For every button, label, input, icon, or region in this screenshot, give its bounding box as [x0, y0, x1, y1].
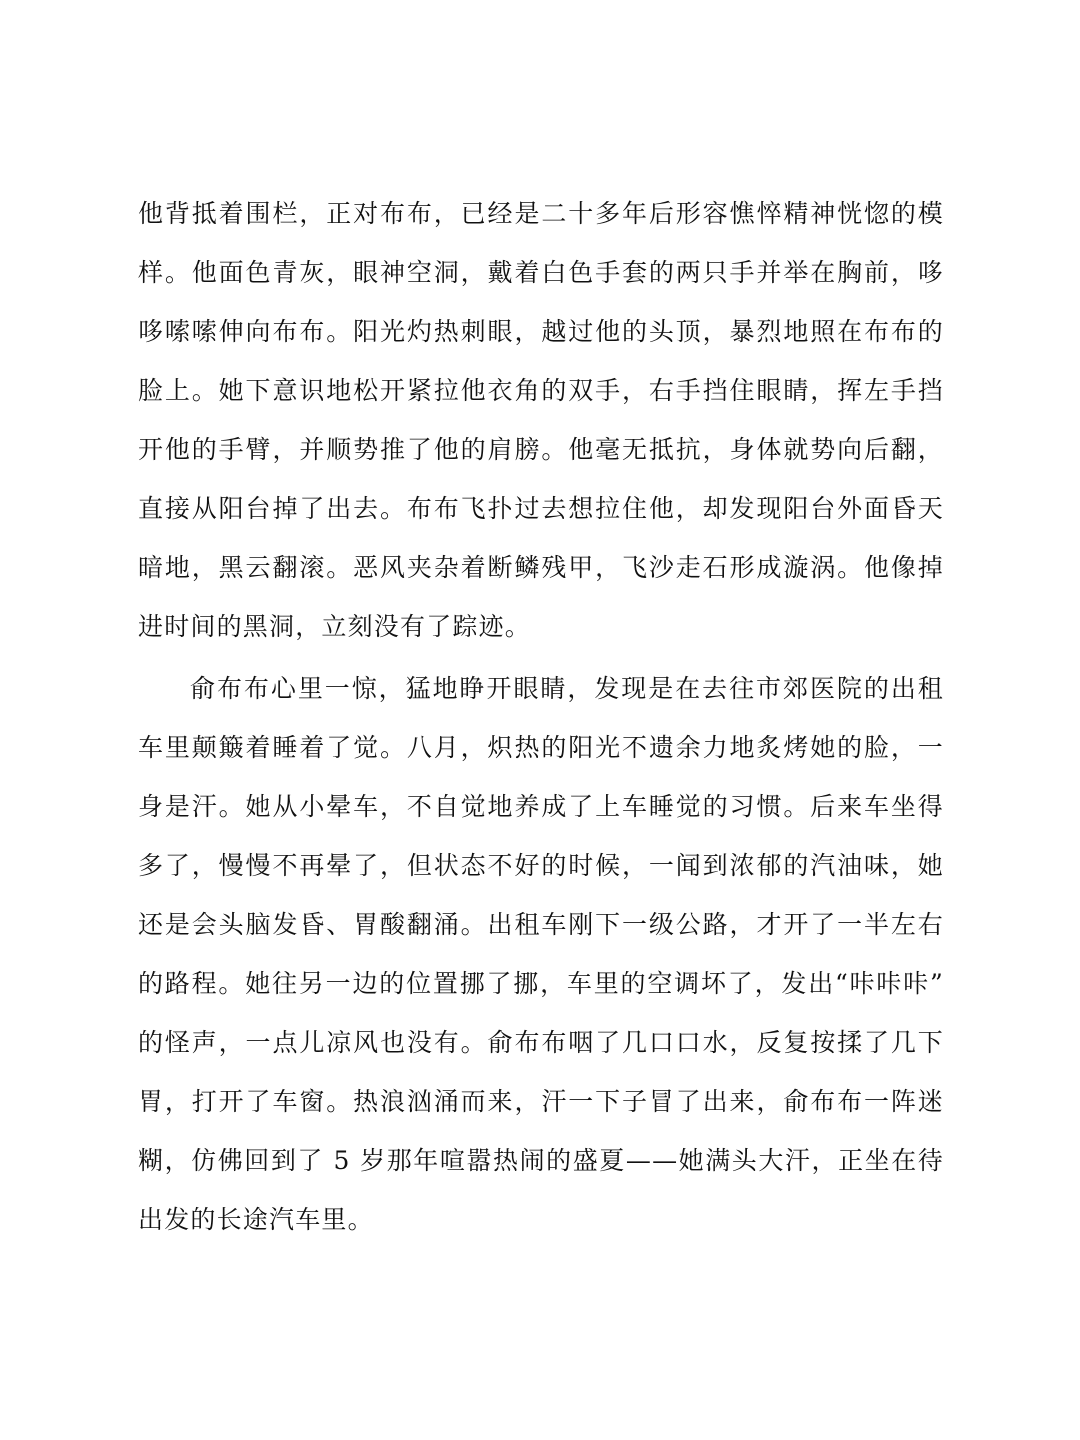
text-line: 哆嗦嗦伸向布布。阳光灼热刺眼，越过他的头顶，暴烈地照在布布的	[138, 317, 944, 346]
text-line: 的路程。她往另一边的位置挪了挪，车里的空调坏了，发出“咔咔咔”	[138, 969, 944, 998]
text-line: 糊，仿佛回到了 5 岁那年喧嚣热闹的盛夏——她满头大汗，正坐在待	[138, 1146, 944, 1175]
text-line: 暗地，黑云翻滚。恶风夹杂着断鳞残甲，飞沙走石形成漩涡。他像掉	[138, 553, 944, 582]
text-line: 出发的长途汽车里。	[138, 1205, 374, 1234]
text-line: 还是会头脑发昏、胃酸翻涌。出租车刚下一级公路，才开了一半左右	[138, 910, 944, 939]
paragraph-1	[138, 184, 944, 656]
text-line: 身是汗。她从小晕车，不自觉地养成了上车睡觉的习惯。后来车坐得	[138, 792, 944, 821]
text-line: 进时间的黑洞，立刻没有了踪迹。	[138, 612, 532, 641]
text-line: 开他的手臂，并顺势推了他的肩膀。他毫无抵抗，身体就势向后翻，	[138, 435, 944, 464]
text-line: 的怪声，一点儿凉风也没有。俞布布咽了几口口水，反复按揉了几下	[138, 1028, 944, 1057]
text-line: 直接从阳台掉了出去。布布飞扑过去想拉住他，却发现阳台外面昏天	[138, 494, 944, 523]
text-line: 车里颠簸着睡着了觉。八月，炽热的阳光不遗余力地炙烤她的脸，一	[138, 733, 944, 762]
text-line: 他背抵着围栏，正对布布，已经是二十多年后形容憔悴精神恍惚的模	[138, 199, 944, 228]
text-line: 脸上。她下意识地松开紧拉他衣角的双手，右手挡住眼睛，挥左手挡	[138, 376, 944, 405]
paragraph-2	[138, 659, 944, 1249]
text-line: 多了，慢慢不再晕了，但状态不好的时候，一闻到浓郁的汽油味，她	[138, 851, 944, 880]
text-line: 俞布布心里一惊，猛地睁开眼睛，发现是在去往市郊医院的出租	[190, 674, 944, 703]
text-line: 胃，打开了车窗。热浪汹涌而来，汗一下子冒了出来，俞布布一阵迷	[138, 1087, 944, 1116]
text-line: 样。他面色青灰，眼神空洞，戴着白色手套的两只手并举在胸前，哆	[138, 258, 944, 287]
